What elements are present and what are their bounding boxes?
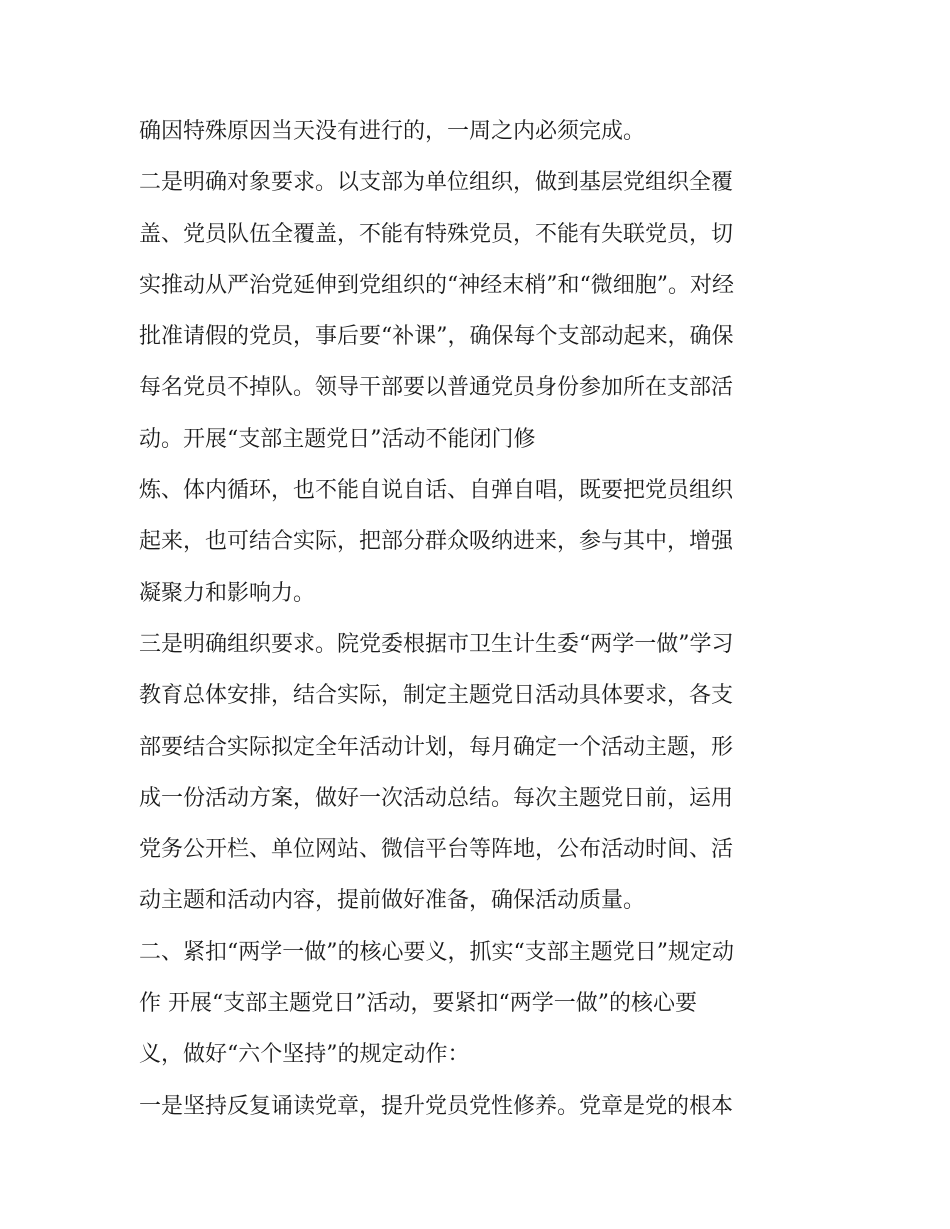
text-line: 实推动从严治党延伸到党组织的“神经末梢”和“微细胞”。对经 [139, 272, 734, 298]
body-text [139, 106, 819, 1132]
text-line: 成一份活动方案，做好一次活动总结。每次主题党日前，运用 [139, 785, 734, 811]
text-line: 动。开展“支部主题党日”活动不能闭门修 [139, 426, 536, 452]
text-line: 党务公开栏、单位网站、微信平台等阵地，公布活动时间、活 [139, 837, 734, 863]
text-line: 二、紧扣“两学一做”的核心要义，抓实“支部主题党日”规定动 [139, 939, 734, 965]
text-line: 三是明确组织要求。院党委根据市卫生计生委“两学一做”学习 [139, 631, 734, 657]
text-line: 教育总体安排，结合实际，制定主题党日活动具体要求，各支 [139, 683, 734, 709]
text-line: 盖、党员队伍全覆盖，不能有特殊党员，不能有失联党员，切 [139, 221, 734, 247]
text-line: 每名党员不掉队。领导干部要以普通党员身份参加所在支部活 [139, 375, 734, 401]
text-line: 确因特殊原因当天没有进行的，一周之内必须完成。 [139, 119, 646, 144]
text-line: 义，做好“六个坚持”的规定动作： [139, 1042, 470, 1068]
text-line: 炼、体内循环，也不能自说自话、自弹自唱，既要把党员组织 [139, 478, 734, 504]
text-line: 二是明确对象要求。以支部为单位组织，做到基层党组织全覆 [139, 170, 734, 196]
text-line: 作 开展“支部主题党日”活动，要紧扣“两学一做”的核心要 [139, 991, 697, 1017]
text-line: 部要结合实际拟定全年活动计划，每月确定一个活动主题，形 [139, 734, 734, 760]
text-line: 凝聚力和影响力。 [139, 580, 316, 606]
text-line: 起来，也可结合实际，把部分群众吸纳进来，参与其中，增强 [139, 529, 734, 555]
text-line: 动主题和活动内容，提前做好准备，确保活动质量。 [139, 888, 646, 914]
text-line: 一是坚持反复诵读党章，提升党员党性修养。党章是党的根本 [139, 1093, 734, 1119]
text-line: 批准请假的党员，事后要“补课”，确保每个支部动起来，确保 [139, 324, 734, 350]
